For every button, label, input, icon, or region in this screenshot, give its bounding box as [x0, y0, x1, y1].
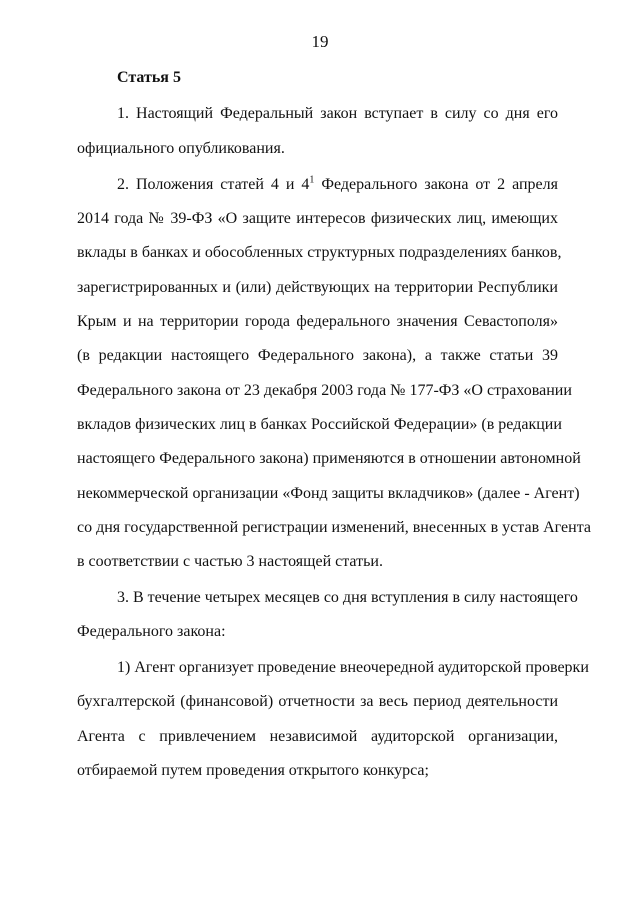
- paragraph-2-line-8: вкладов физических лиц в банках Российской Федерации» (в редакции: [77, 416, 562, 433]
- paragraph-1-line-2: официального опубликования.: [77, 140, 285, 157]
- paragraph-2-line-5: Крым и на территории города федерального значения Севастополя»: [77, 313, 558, 330]
- subitem-1-line-2: бухгалтерской (финансовой) отчетности за весь период деятельности: [77, 693, 558, 710]
- subitem-1-line-3: Агента с привлечением независимой аудиторской организации,: [77, 728, 558, 745]
- paragraph-2-line-9: настоящего Федерального закона) применяются в отношении автономной: [77, 450, 581, 467]
- paragraph-2-line-4: зарегистрированных и (или) действующих на территории Республики: [77, 279, 558, 296]
- paragraph-3-line-2: Федерального закона:: [77, 623, 226, 640]
- subitem-1-line-1: 1) Агент организует проведение внеочередной аудиторской проверки: [117, 659, 589, 676]
- page-number: 19: [311, 32, 329, 51]
- paragraph-2-line-2: 2014 года № 39-ФЗ «О защите интересов физических лиц, имеющих: [77, 210, 558, 227]
- superscript-article-number: 1: [309, 174, 315, 186]
- paragraph-2-line-10: некоммерческой организации «Фонд защиты вкладчиков» (далее - Агент): [77, 485, 580, 502]
- paragraph-2-line-7: Федерального закона от 23 декабря 2003 года № 177-ФЗ «О страховании: [77, 382, 572, 399]
- paragraph-2-line-1-text-b: Федерального закона от 2 апреля: [314, 176, 558, 193]
- paragraph-2-line-1-text-a: 2. Положения статей 4 и 4: [117, 176, 310, 193]
- paragraph-2-line-11: со дня государственной регистрации изменений, внесенных в устав Агента: [77, 519, 591, 536]
- paragraph-1-line-1: 1. Настоящий Федеральный закон вступает в силу со дня его: [117, 105, 558, 122]
- paragraph-2-line-6: (в редакции настоящего Федерального закона), а также статьи 39: [77, 347, 558, 364]
- paragraph-2-line-1: [117, 175, 558, 195]
- paragraph-3-line-1: 3. В течение четырех месяцев со дня вступления в силу настоящего: [117, 589, 578, 606]
- paragraph-2-line-3: вклады в банках и обособленных структурных подразделениях банков,: [77, 244, 562, 261]
- paragraph-2-line-12: в соответствии с частью 3 настоящей статьи.: [77, 553, 383, 570]
- subitem-1-line-4: отбираемой путем проведения открытого конкурса;: [77, 762, 429, 779]
- article-heading: Статья 5: [117, 69, 181, 86]
